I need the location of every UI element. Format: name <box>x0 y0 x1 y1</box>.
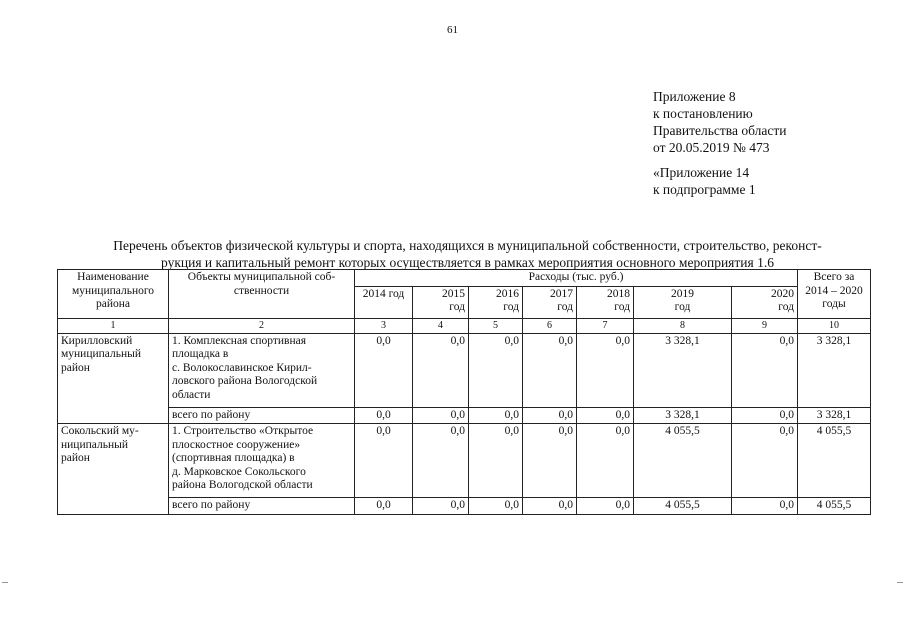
header-year-2015 <box>413 286 469 318</box>
header-text: годы <box>822 298 846 310</box>
cell-text: 1. Комплексная спортивная <box>172 334 306 347</box>
total-cell: 0,0 <box>355 407 413 424</box>
total-cell: 0,0 <box>469 498 523 515</box>
header-text: 2014 – 2020 <box>805 284 863 297</box>
column-number: 3 <box>355 318 413 333</box>
column-number: 7 <box>577 318 634 333</box>
header-text: 2014 год <box>362 287 405 300</box>
header-text: Объекты муниципальной соб- <box>187 271 336 283</box>
appendix-block <box>653 88 786 198</box>
header-text: год <box>503 301 519 313</box>
header-text: 2016 <box>496 287 519 300</box>
value-cell: 3 328,1 <box>634 333 732 407</box>
cell-text: плоскостное сооружение» <box>172 438 301 451</box>
page-number: 61 <box>447 24 458 36</box>
object-description <box>169 424 355 498</box>
header-text: год <box>449 301 465 313</box>
title-line: рукция и капитальный ремонт которых осуществляется в рамках мероприятия основного мероприятия 1.6 <box>161 255 774 270</box>
column-number: 9 <box>732 318 798 333</box>
district-total-row <box>58 407 871 424</box>
appendix-line: Приложение 8 <box>653 89 736 104</box>
total-cell: 0,0 <box>413 498 469 515</box>
value-cell: 4 055,5 <box>798 424 871 498</box>
cell-text: (спортивная площадка) в <box>172 452 295 464</box>
total-cell: 0,0 <box>523 407 577 424</box>
header-year-2017 <box>523 286 577 318</box>
title-line: Перечень объектов физической культуры и спорта, находящихся в муниципальной собственности, строительство, реконст- <box>113 238 822 253</box>
cell-text: района Вологодской области <box>172 479 313 491</box>
total-cell: 0,0 <box>577 407 634 424</box>
header-text: 2020 <box>771 287 794 300</box>
appendix-line: к постановлению <box>653 106 753 121</box>
value-cell: 4 055,5 <box>634 424 732 498</box>
appendix-line: «Приложение 14 <box>653 165 750 180</box>
value-cell: 0,0 <box>355 424 413 498</box>
district-total-label: всего по району <box>169 407 355 424</box>
header-text: 2019 <box>671 287 694 300</box>
document-title <box>60 237 875 271</box>
header-year-2019 <box>634 286 732 318</box>
district-total-label: всего по району <box>169 498 355 515</box>
table-row <box>58 424 871 498</box>
header-text: год <box>614 301 630 313</box>
objects-table <box>57 269 871 515</box>
value-cell: 0,0 <box>577 424 634 498</box>
header-total <box>798 270 871 319</box>
cell-text: Кирилловский <box>61 334 133 347</box>
header-text: год <box>557 301 573 313</box>
header-text: год <box>778 301 794 313</box>
total-cell: 3 328,1 <box>634 407 732 424</box>
header-text: год <box>674 301 691 313</box>
header-district <box>58 270 169 319</box>
total-cell: 4 055,5 <box>798 498 871 515</box>
header-year-2014 <box>355 286 413 318</box>
total-cell: 4 055,5 <box>634 498 732 515</box>
cell-text: район <box>61 452 90 464</box>
header-year-2018 <box>577 286 634 318</box>
total-cell: 0,0 <box>355 498 413 515</box>
object-description <box>169 333 355 407</box>
total-cell: 0,0 <box>413 407 469 424</box>
column-number: 6 <box>523 318 577 333</box>
column-number: 8 <box>634 318 732 333</box>
total-cell: 3 328,1 <box>798 407 871 424</box>
cell-text: площадка в <box>172 348 229 360</box>
total-cell: 0,0 <box>732 407 798 424</box>
header-year-2016 <box>469 286 523 318</box>
header-text: Наименование <box>77 271 149 283</box>
total-cell: 0,0 <box>577 498 634 515</box>
table-row <box>58 333 871 407</box>
cell-text: 1. Строительство «Открытое <box>172 425 314 437</box>
value-cell: 0,0 <box>355 333 413 407</box>
district-name <box>58 424 169 515</box>
scan-mark <box>897 582 903 583</box>
header-text: Всего за <box>813 271 855 283</box>
appendix-line: от 20.05.2019 № 473 <box>653 140 770 155</box>
header-expenses: Расходы (тыс. руб.) <box>355 270 798 287</box>
appendix-line: Правительства области <box>653 123 787 138</box>
cell-text: район <box>61 361 90 374</box>
header-text: 2018 <box>607 287 630 300</box>
cell-text: ловского района Вологодской <box>172 375 318 387</box>
cell-text: с. Волокославинское Кирил- <box>172 361 312 374</box>
cell-text: ниципальный <box>61 438 128 451</box>
value-cell: 0,0 <box>732 424 798 498</box>
cell-text: муниципальный <box>61 348 142 360</box>
value-cell: 0,0 <box>469 333 523 407</box>
cell-text: д. Марковское Сокольского <box>172 465 306 478</box>
total-cell: 0,0 <box>523 498 577 515</box>
header-objects <box>169 270 355 319</box>
header-row <box>58 270 871 287</box>
cell-text: Сокольский му- <box>61 425 139 437</box>
header-year-2020 <box>732 286 798 318</box>
district-total-row <box>58 498 871 515</box>
value-cell: 0,0 <box>577 333 634 407</box>
header-text: муниципального <box>71 284 155 297</box>
header-text: 2017 <box>550 287 573 300</box>
column-number: 4 <box>413 318 469 333</box>
header-text: ственности <box>233 284 290 297</box>
header-text: 2015 <box>442 287 465 300</box>
column-numbers-row <box>58 318 871 333</box>
column-number: 5 <box>469 318 523 333</box>
district-name <box>58 333 169 424</box>
value-cell: 0,0 <box>732 333 798 407</box>
value-cell: 0,0 <box>523 333 577 407</box>
value-cell: 0,0 <box>413 333 469 407</box>
appendix-line: к подпрограмме 1 <box>653 182 756 197</box>
value-cell: 0,0 <box>523 424 577 498</box>
column-number: 2 <box>169 318 355 333</box>
cell-text: области <box>172 388 211 401</box>
value-cell: 0,0 <box>469 424 523 498</box>
header-text: района <box>95 298 131 310</box>
total-cell: 0,0 <box>732 498 798 515</box>
total-cell: 0,0 <box>469 407 523 424</box>
scan-mark <box>2 582 8 583</box>
value-cell: 3 328,1 <box>798 333 871 407</box>
value-cell: 0,0 <box>413 424 469 498</box>
appendix-gap <box>653 156 786 164</box>
column-number: 10 <box>798 318 871 333</box>
column-number: 1 <box>58 318 169 333</box>
